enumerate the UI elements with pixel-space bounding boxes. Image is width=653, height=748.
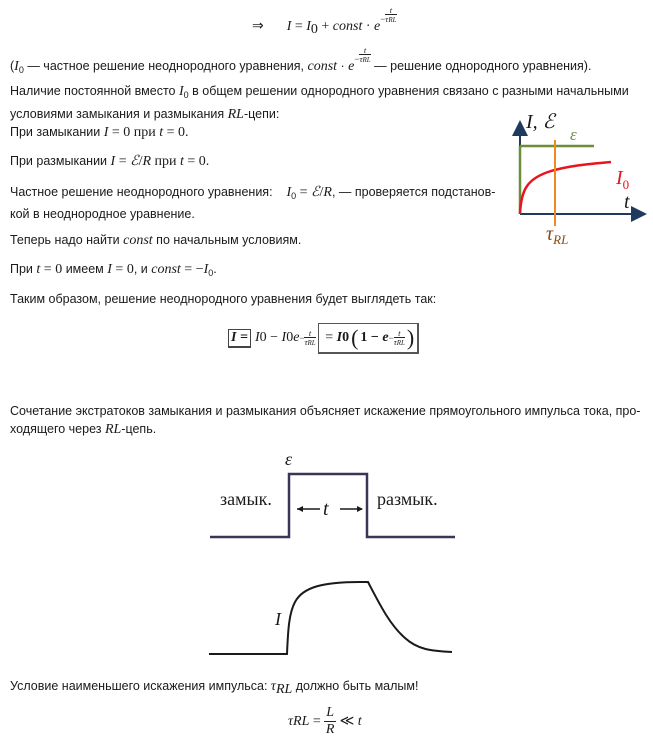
paragraph-const-value: При t = 0 имеем I = 0, и const = $-I_0$. (10, 262, 217, 278)
rectangular-pulse-diagram (205, 445, 460, 545)
current-rise-graph (508, 104, 648, 244)
time-constant-equation: τ RL = $\frac{L}{R}$ ≪ t (288, 705, 362, 737)
paragraph-pulse-distortion: Сочетание экстратоков замыкания и размыкания объясняет искажение прямоугольного импульса тока, про- ходящего через RL-цепь. (10, 404, 641, 437)
open-label: размык. (377, 489, 438, 509)
current-label: $I_0$ (616, 167, 630, 192)
equation-general-solution: ⇒ $I = I_0$ + const · e− $\frac{t}{\text{τRL}}$ (252, 5, 397, 37)
paragraph-opening-condition: При размыкании I = ℰ/R при t = 0. (10, 154, 210, 169)
x-axis-label: t (624, 191, 630, 213)
tau-label: $\tau_{RL}$ (546, 223, 569, 244)
close-label: замык. (220, 489, 272, 509)
current-pulse-diagram (205, 565, 460, 665)
emf-label: ε (570, 125, 577, 144)
implies-arrow: ⇒ (252, 19, 264, 34)
current-pulse-curve (209, 582, 452, 654)
paragraph-particular-solution: Частное решение неоднородного уравнения: $I_0$ = ℰ/R, — проверяется подстанов- кой в неоднородное уравнение. (10, 185, 496, 221)
y-axis-label: I, ℰ (526, 111, 555, 133)
paragraph-solution-parts: ($I_0$ — частное решение неоднородного уравнения, const · e− $\frac{t}{\text{τRL}}$ — решение однородного уравнения). (10, 45, 592, 75)
paragraph-solution-intro: Таким образом, решение неоднородного уравнения будет выглядеть так: (10, 292, 437, 306)
paragraph-initial-conditions: Наличие постоянной вместо $I_0$ в общем решении однородного уравнения связано с разными начальными условиями замыкания и размыкания RL-цепи: (10, 84, 629, 122)
current-symbol-box: I = (228, 329, 251, 348)
paragraph-closing-condition: При замыкании I = 0 при t = 0. (10, 125, 189, 140)
duration-label: t (323, 498, 329, 520)
paragraph-min-distortion-condition: Условие наименьшего искажения импульса: $\tau_{RL}$ должно быть малым! (10, 679, 419, 697)
current-curve (520, 162, 611, 214)
final-form-box: = I 0 ( 1 − e − $\frac{t}{\text{τRL}}$ ) (318, 323, 420, 354)
pulse-emf-label: ε (285, 449, 293, 469)
paragraph-find-const: Теперь надо найти const по начальным условиям. (10, 233, 302, 248)
current-pulse-label: I (275, 609, 281, 629)
boxed-solution-equation: I = I 0 − I 0 e − $\frac{t}{\text{τRL}}$ = I 0 ( 1 − e − $\frac{t}{\text{τRL}}$ ) (228, 324, 419, 352)
